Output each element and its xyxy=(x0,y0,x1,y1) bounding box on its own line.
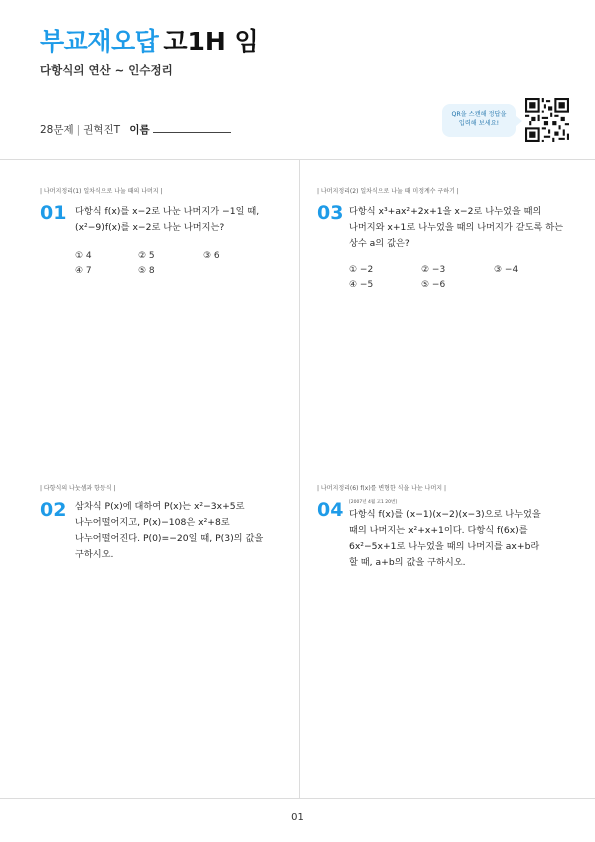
name-field[interactable] xyxy=(153,121,231,133)
problem-count: 28문제 xyxy=(40,124,74,136)
title-class: 고1H 임 xyxy=(163,27,259,56)
question-line: (x²−9)f(x)를 x−2로 나눈 나머지는? xyxy=(75,222,225,233)
question-line: 나누어떨어진다. P(0)=−20일 때, P(3)의 값을 xyxy=(75,533,264,544)
question-text xyxy=(349,507,541,571)
qr-hint-bubble xyxy=(442,104,516,137)
question-line: 할 때, a+b의 값을 구하시오. xyxy=(349,557,466,568)
question-line: 6x²−5x+1로 나누었을 때의 나머지를 ax+b라 xyxy=(349,541,540,552)
question-line: 구하시오. xyxy=(75,549,114,560)
page-number: 01 xyxy=(291,812,304,823)
page-subtitle: 다항식의 연산 ~ 인수정리 xyxy=(40,63,173,77)
question-line: 나머지와 x+1로 나누었을 때의 나머지가 같도록 하는 xyxy=(349,222,564,233)
header-divider xyxy=(0,159,595,160)
qr-code-icon[interactable] xyxy=(525,98,569,142)
choice-5[interactable]: ⑤ −6 xyxy=(421,280,446,290)
question-tag: | 나머지정리(6) f(x)를 변형한 식을 나눈 나머지 | xyxy=(317,485,446,492)
question-number: 04 xyxy=(317,499,344,521)
question-03 xyxy=(317,186,459,195)
title-highlight: 부교재오답 xyxy=(40,27,159,56)
name-label: 이름 xyxy=(129,124,150,136)
question-04 xyxy=(317,483,446,492)
question-text xyxy=(75,499,263,563)
question-number: 02 xyxy=(40,499,67,521)
column-divider xyxy=(299,160,300,798)
question-number: 01 xyxy=(40,202,67,224)
footer-divider xyxy=(0,798,595,799)
question-line: 나누어떨어지고, P(x)−108은 x²+8로 xyxy=(75,517,230,528)
worksheet-info: 28문제 | 권혁진T 이름 xyxy=(40,121,231,137)
question-line: 다항식 f(x)를 (x−1)(x−2)(x−3)으로 나누었을 xyxy=(349,509,541,520)
choice-4[interactable]: ④ 7 xyxy=(75,266,92,276)
page-title xyxy=(40,22,259,58)
qr-hint-line: 입력해 보세요! xyxy=(458,120,500,127)
question-text xyxy=(349,204,563,252)
choice-1[interactable]: ① 4 xyxy=(75,251,92,261)
choice-2[interactable]: ② −3 xyxy=(421,265,446,275)
choice-2[interactable]: ② 5 xyxy=(138,251,155,261)
question-line: 다항식 f(x)를 x−2로 나눈 나머지가 −1일 때, xyxy=(75,206,260,217)
question-01 xyxy=(40,186,163,195)
question-line: 상수 a의 값은? xyxy=(349,238,410,249)
choice-3[interactable]: ③ 6 xyxy=(203,251,220,261)
choice-1[interactable]: ① −2 xyxy=(349,265,374,275)
question-text xyxy=(75,204,259,236)
choice-4[interactable]: ④ −5 xyxy=(349,280,374,290)
question-number: 03 xyxy=(317,202,344,224)
question-tag: | 나머지정리(2) 일차식으로 나눌 때 미정계수 구하기 | xyxy=(317,188,459,195)
question-tag: | 나머지정리(1) 일차식으로 나눌 때의 나머지 | xyxy=(40,188,163,195)
question-02 xyxy=(40,483,115,492)
author-name: 권혁진T xyxy=(83,124,121,136)
question-line: 삼차식 P(x)에 대하여 P(x)는 x²−3x+5로 xyxy=(75,501,245,512)
qr-hint-line: QR을 스캔해 정답을 xyxy=(451,111,507,118)
question-tag: | 다항식의 나눗셈과 항등식 | xyxy=(40,485,116,492)
source-note: [2007년 4월 고1 20번] xyxy=(349,500,398,505)
choice-3[interactable]: ③ −4 xyxy=(494,265,519,275)
choice-5[interactable]: ⑤ 8 xyxy=(138,266,155,276)
question-line: 때의 나머지는 x²+x+1이다. 다항식 f(6x)를 xyxy=(349,525,528,536)
question-line: 다항식 x³+ax²+2x+1을 x−2로 나누었을 때의 xyxy=(349,206,542,217)
